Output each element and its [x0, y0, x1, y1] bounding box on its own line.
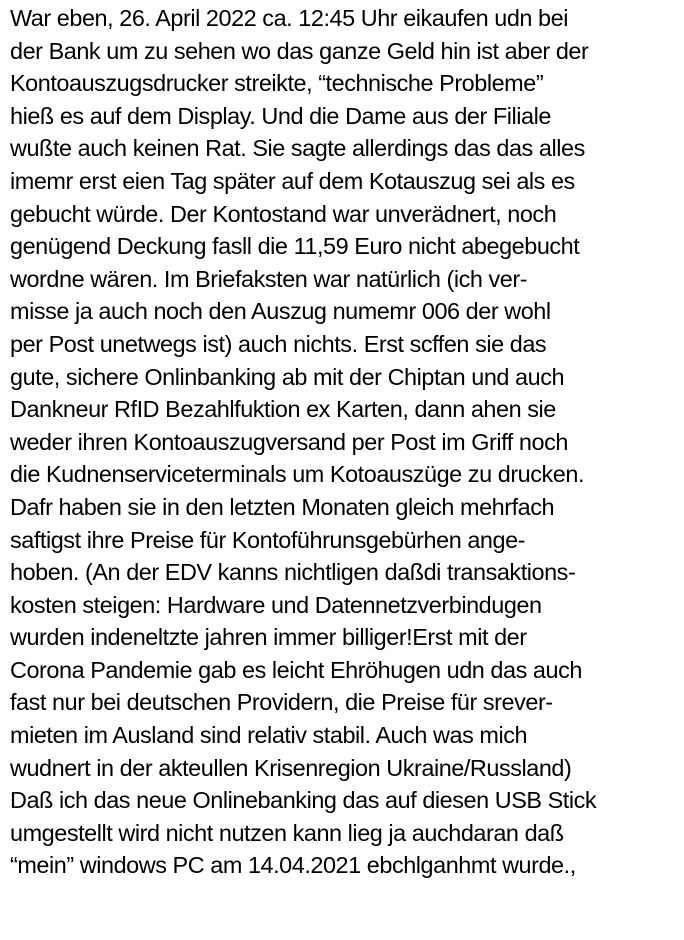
text-line-8: genügend Deckung fasll die 11,59 Euro nicht abegebucht — [10, 233, 580, 260]
text-line-23: mieten im Ausland sind relativ stabil. Auch was mich — [10, 722, 528, 749]
text-line-15: die Kudnenserviceterminals um Kotoauszüge zu drucken. — [10, 461, 585, 488]
text-line-1: War eben, 26. April 2022 ca. 12:45 Uhr eikaufen udn bei — [10, 5, 568, 31]
text-line-13: Dankneur RfID Bezahlfuktion ex Karten, dann ahen sie — [10, 396, 556, 423]
text-line-7: gebucht würde. Der Kontostand war unverädnert, noch — [10, 200, 557, 227]
text-line-24: wudnert in der akteullen Krisenregion Ukraine/Russland) — [10, 754, 572, 781]
text-line-22: fast nur bei deutschen Providern, die Preise für srever- — [10, 689, 553, 716]
text-line-19: kosten steigen: Hardware und Datennetzverbindugen — [10, 591, 542, 618]
text-line-17: saftigst ihre Preise für Kontoführunsgebürhen ange- — [10, 526, 526, 553]
text-line-12: gute, sichere Onlinbanking ab mit der Chiptan und auch — [10, 363, 565, 390]
text-line-16: Dafr haben sie in den letzten Monaten gleich mehrfach — [10, 493, 555, 520]
text-line-25: Daß ich das neue Onlinebanking das auf diesen USB Stick — [10, 787, 597, 814]
text-line-11: per Post unetwegs ist) auch nichts. Erst scffen sie das — [10, 330, 547, 357]
text-line-21: Corona Pandemie gab es leicht Ehröhugen udn das auch — [10, 656, 582, 683]
body-text — [10, 2, 682, 882]
text-line-4: hieß es auf dem Display. Und die Dame aus der Filiale — [10, 102, 551, 129]
text-line-20: wurden indeneltzte jahren immer billiger!Erst mit der — [10, 624, 527, 651]
text-line-18: hoben. (An der EDV kanns nichtligen daßdi transaktions- — [10, 559, 576, 586]
text-line-5: wußte auch keinen Rat. Sie sagte allerdings das das alles — [10, 135, 585, 162]
text-line-14: weder ihren Kontoauszugversand per Post im Griff noch — [10, 428, 568, 455]
text-line-26: umgestellt wird nicht nutzen kann lieg ja auchdaran daß — [10, 819, 564, 846]
text-line-3: Kontoauszugsdrucker streikte, “technische Probleme” — [10, 70, 544, 97]
text-line-2: der Bank um zu sehen wo das ganze Geld hin ist aber der — [10, 37, 589, 64]
text-line-27: “mein” windows PC am 14.04.2021 ebchlganhmt wurde., — [10, 852, 576, 879]
text-line-10: misse ja auch noch den Auszug numemr 006 der wohl — [10, 298, 551, 325]
text-line-6: imemr erst eien Tag später auf dem Kotauszug sei als es — [10, 167, 575, 194]
text-line-9: wordne wären. Im Briefaksten war natürlich (ich ver- — [10, 265, 528, 292]
